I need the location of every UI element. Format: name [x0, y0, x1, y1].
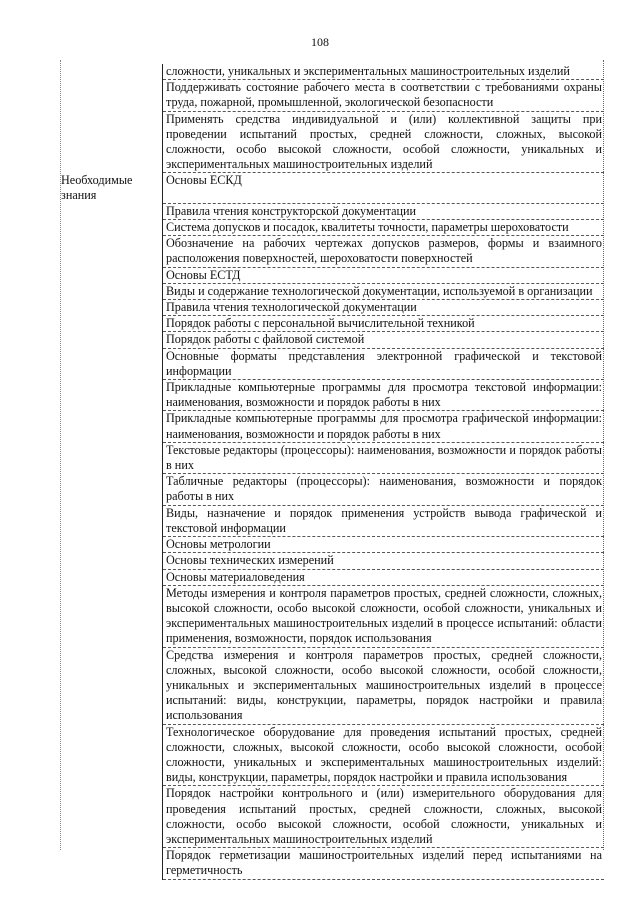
table-row [60, 380, 604, 411]
label-cell [60, 316, 163, 332]
content-cell [163, 267, 605, 283]
content-cell [163, 585, 605, 647]
knowledge-table [60, 64, 604, 880]
content-cell [163, 173, 605, 203]
content-cell [163, 505, 605, 536]
table-row [60, 64, 604, 80]
table-row [60, 267, 604, 283]
table-row [60, 786, 604, 848]
label-cell [60, 236, 163, 267]
row-text: Правила чтения конструкторской документации [166, 203, 417, 218]
row-text: Табличные редакторы (процессоры): наименования, возможности и порядок работы в них [166, 474, 602, 504]
section-label: Необходимые знания [61, 172, 133, 203]
label-cell [60, 173, 163, 203]
label-cell [60, 553, 163, 569]
label-cell [60, 474, 163, 505]
table-row [60, 300, 604, 316]
row-text: Порядок работы с файловой системой [166, 332, 365, 347]
content-cell [163, 647, 605, 724]
row-text: Порядок настройки контрольного и (или) измерительного оборудования для проведения испытаний простых, средней сложности, сложных, высокой сложности, особо высокой сложности, особой сложности, уникальных и экспериментальных машиностроительных изделий [166, 786, 602, 846]
table-row [60, 569, 604, 585]
row-text: Виды, назначение и порядок применения устройств вывода графической и текстовой информации [166, 505, 602, 535]
row-text: Правила чтения технологической документации [166, 300, 417, 315]
table-row [60, 236, 604, 267]
row-text: Прикладные компьютерные программы для просмотра графической информации: наименования, возможности и порядок работы в них [166, 411, 602, 441]
label-cell [60, 585, 163, 647]
label-cell [60, 537, 163, 553]
row-text: Основы технических измерений [166, 553, 334, 568]
page-number: 108 [311, 35, 329, 49]
label-cell [60, 283, 163, 299]
row-text: Технологическое оборудование для проведения испытаний простых, средней сложности, сложных, высокой сложности, особо высокой сложности, особой сложности, уникальных и экспериментальных машиностроительных изделий: виды, конструкции, параметры, порядок настройки и правила использования [166, 724, 602, 785]
content-cell [163, 411, 605, 442]
table-row [60, 332, 604, 348]
table-row [60, 203, 604, 219]
content-cell [163, 474, 605, 505]
content-cell [163, 380, 605, 411]
table-row [60, 283, 604, 299]
content-cell [163, 220, 605, 236]
label-cell [60, 80, 163, 111]
label-cell [60, 267, 163, 283]
content-cell [163, 786, 605, 848]
table-row [60, 647, 604, 724]
label-cell [60, 442, 163, 473]
row-text: Обозначение на рабочих чертежах допусков размеров, формы и взаимного расположения поверхностей, шероховатости поверхностей [166, 236, 602, 266]
content-cell [163, 283, 605, 299]
label-cell [60, 786, 163, 848]
table-row [60, 411, 604, 442]
content-cell [163, 236, 605, 267]
label-cell [60, 505, 163, 536]
table-row [60, 848, 604, 879]
table-row [60, 220, 604, 236]
row-text: Основы ЕСКД [166, 173, 242, 188]
content-cell [163, 316, 605, 332]
row-text: Основы ЕСТД [166, 267, 241, 282]
content-cell [163, 111, 605, 173]
content-cell [163, 442, 605, 473]
content-cell [163, 537, 605, 553]
table-row [60, 537, 604, 553]
label-cell [60, 300, 163, 316]
row-text: сложности, уникальных и экспериментальных машиностроительных изделий [166, 64, 570, 78]
content-cell [163, 332, 605, 348]
label-cell [60, 348, 163, 379]
content-cell [163, 553, 605, 569]
row-text: Основы метрологии [166, 537, 271, 552]
content-cell [163, 80, 605, 111]
table-row [60, 474, 604, 505]
row-text: Порядок работы с персональной вычислительной техникой [166, 316, 475, 331]
row-text: Виды и содержание технологической документации, используемой в организации [166, 283, 593, 298]
content-cell [163, 724, 605, 786]
row-text: Основные форматы представления электронной графической и текстовой информации [166, 348, 602, 378]
row-text: Прикладные компьютерные программы для просмотра текстовой информации: наименования, возможности и порядок работы в них [166, 380, 602, 410]
content-cell [163, 348, 605, 379]
label-cell [60, 220, 163, 236]
row-text: Система допусков и посадок, квалитеты точности, параметры шероховатости [166, 220, 569, 235]
table-row [60, 442, 604, 473]
label-cell [60, 569, 163, 585]
label-cell [60, 647, 163, 724]
label-cell [60, 332, 163, 348]
label-cell [60, 411, 163, 442]
row-text: Поддерживать состояние рабочего места в соответствии с требованиями охраны труда, пожарной, промышленной, экологической безопасности [166, 80, 602, 110]
table-row [60, 173, 604, 203]
label-cell [60, 203, 163, 219]
row-text: Текстовые редакторы (процессоры): наименования, возможности и порядок работы в них [166, 442, 602, 473]
label-cell [60, 111, 163, 173]
content-cell [163, 64, 605, 80]
table-row [60, 80, 604, 111]
row-text: Основы материаловедения [166, 569, 305, 584]
table-row [60, 553, 604, 569]
label-cell [60, 64, 163, 80]
table-row [60, 111, 604, 173]
content-cell [163, 300, 605, 316]
row-text: Порядок герметизации машиностроительных изделий перед испытаниями на герметичность [166, 848, 602, 878]
label-cell [60, 848, 163, 879]
content-cell [163, 848, 605, 879]
table-row [60, 505, 604, 536]
label-cell [60, 380, 163, 411]
content-cell [163, 569, 605, 585]
content-cell [163, 203, 605, 219]
table-row [60, 316, 604, 332]
label-cell [60, 724, 163, 786]
row-text: Средства измерения и контроля параметров простых, средней сложности, сложных, высокой сложности, особо высокой сложности, особой сложности, уникальных и экспериментальных машиностроительных изделий в процессе испытаний: виды, конструкции, параметры, порядок настройки и правила использования [166, 647, 602, 723]
table-row [60, 348, 604, 379]
row-text: Методы измерения и контроля параметров простых, средней сложности, сложных, высокой сложности, особо высокой сложности, особой сложности, уникальных и экспериментальных машиностроительных изделий в процессе испытаний: области применения, возможности, порядок использования [166, 585, 602, 646]
table-row [60, 724, 604, 786]
row-text: Применять средства индивидуальной и (или) коллективной защиты при проведении испытаний простых, средней сложности, сложных, высокой сложности, особо высокой сложности, особой сложности, уникальных и экспериментальных машиностроительных изделий [166, 111, 602, 172]
table-row [60, 585, 604, 647]
